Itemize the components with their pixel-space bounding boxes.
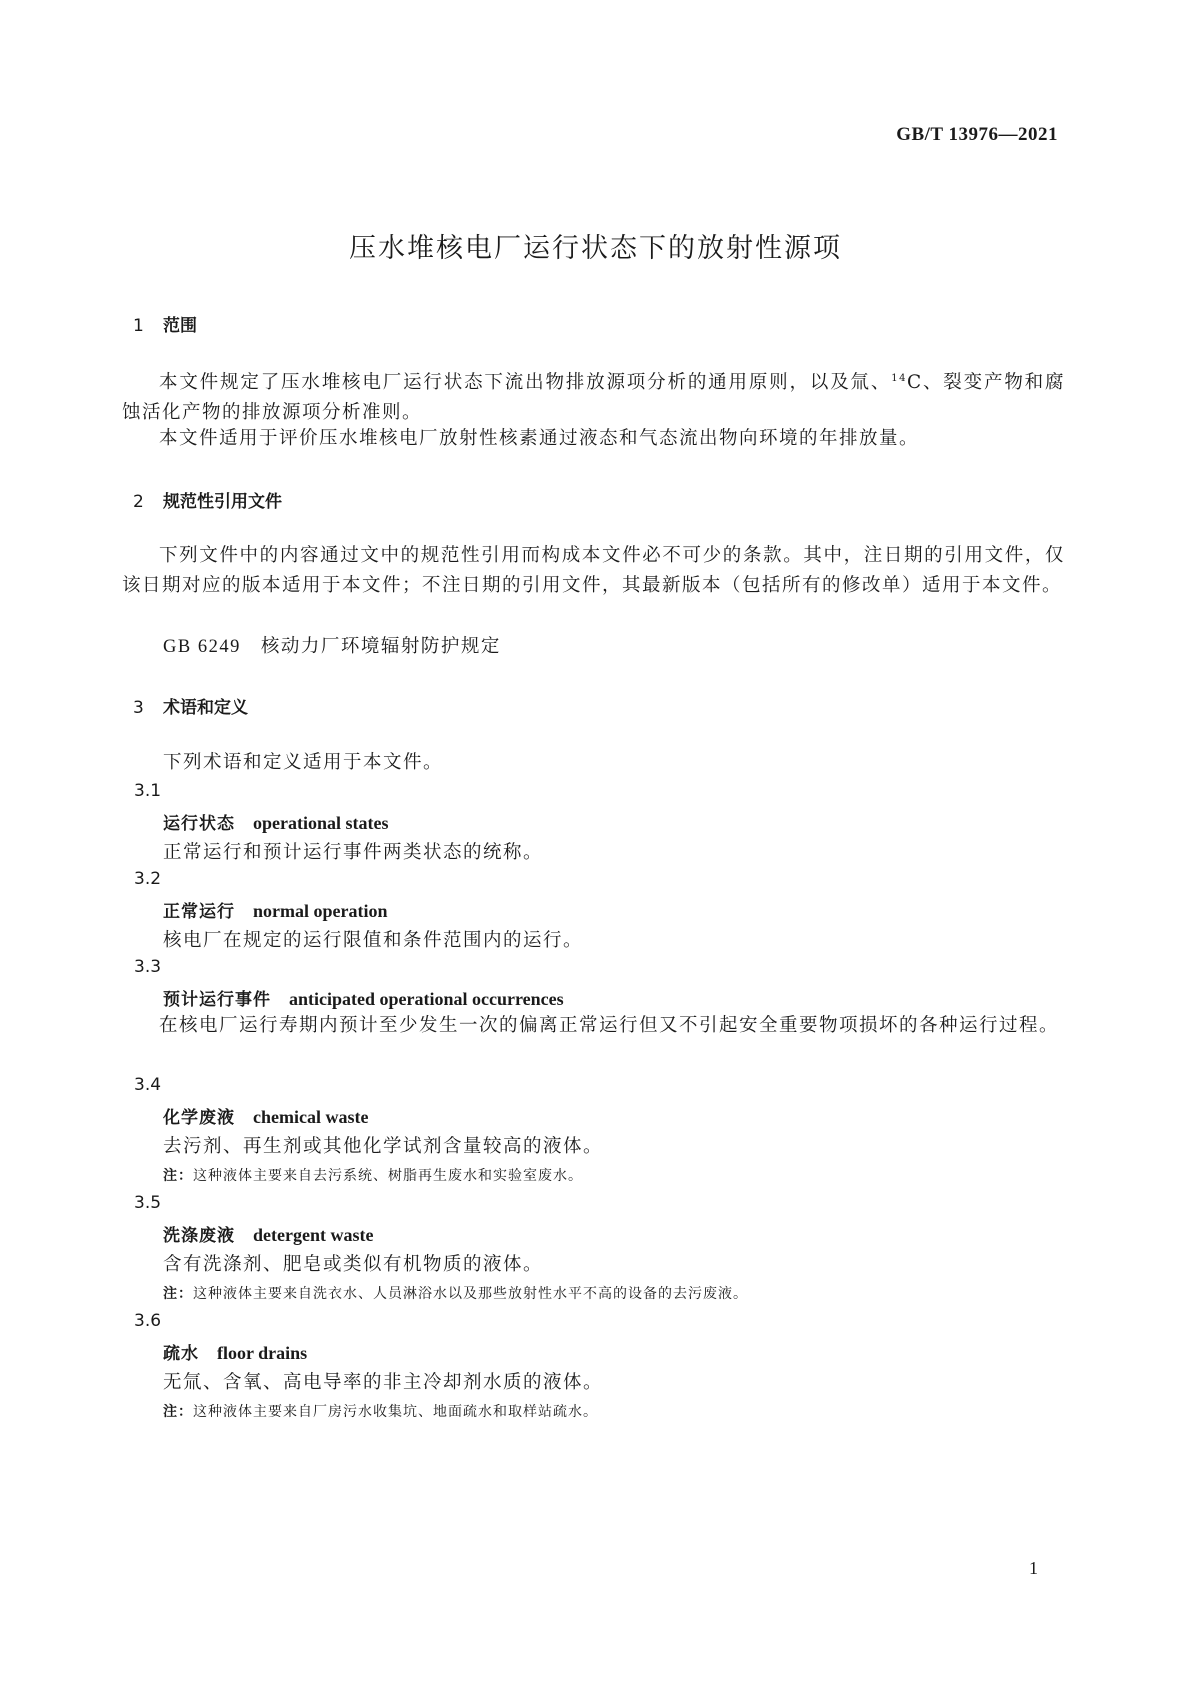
term-heading <box>163 1103 368 1128</box>
note-label: 注： <box>163 1168 193 1184</box>
section-1-paragraph-2: 本文件适用于评价压水堆核电厂放射性核素通过液态和气态流出物向环境的年排放量。 <box>159 428 920 449</box>
term-number: 3.4 <box>134 1075 162 1095</box>
term-number: 3.2 <box>134 869 162 889</box>
term-zh: 运行状态 <box>163 814 235 834</box>
term-heading <box>163 985 564 1010</box>
reference-code: GB 6249 <box>163 637 241 657</box>
term-number: 3.1 <box>134 781 162 801</box>
normative-reference <box>163 632 501 658</box>
term-definition: 核电厂在规定的运行限值和条件范围内的运行。 <box>163 930 584 951</box>
section-number: 1 <box>133 316 144 336</box>
section-3-heading <box>133 693 248 718</box>
term-en: detergent waste <box>253 1225 374 1245</box>
term-definition: 含有洗涤剂、肥皂或类似有机物质的液体。 <box>163 1254 544 1275</box>
term-definition: 正常运行和预计运行事件两类状态的统称。 <box>163 842 544 863</box>
term-number: 3.3 <box>134 957 162 977</box>
term-zh: 正常运行 <box>163 902 235 922</box>
note-label: 注： <box>163 1286 193 1302</box>
term-heading <box>163 1339 307 1364</box>
reference-title: 核动力厂环境辐射防护规定 <box>260 636 501 657</box>
page-number: 1 <box>1029 1558 1038 1578</box>
term-note: 注：这种液体主要来自去污系统、树脂再生废水和实验室废水。 <box>163 1168 583 1184</box>
term-en: chemical waste <box>253 1107 369 1127</box>
section-title: 规范性引用文件 <box>163 492 282 512</box>
term-zh: 预计运行事件 <box>163 990 271 1010</box>
term-heading <box>163 1221 373 1246</box>
document-title: 压水堆核电厂运行状态下的放射性源项 <box>349 233 842 264</box>
section-2-heading <box>133 487 282 512</box>
term-definition: 在核电厂运行寿期内预计至少发生一次的偏离正常运行但又不引起安全重要物项损坏的各种运行过程。 <box>159 1015 1060 1036</box>
term-definition: 无氚、含氧、高电导率的非主冷却剂水质的液体。 <box>163 1372 604 1393</box>
isotope-superscript: 14 <box>891 373 907 384</box>
term-en: floor drains <box>217 1343 308 1363</box>
section-number: 3 <box>133 698 144 718</box>
term-en: operational states <box>253 813 389 833</box>
section-1-heading <box>133 311 197 336</box>
term-en: normal operation <box>253 901 388 921</box>
section-title: 术语和定义 <box>163 698 248 718</box>
section-3-intro: 下列术语和定义适用于本文件。 <box>163 752 444 773</box>
term-definition: 去污剂、再生剂或其他化学试剂含量较高的液体。 <box>163 1136 604 1157</box>
term-heading <box>163 809 388 834</box>
term-number: 3.6 <box>134 1311 162 1331</box>
term-en: anticipated operational occurrences <box>289 989 564 1009</box>
note-label: 注： <box>163 1404 193 1420</box>
term-note: 注：这种液体主要来自洗衣水、人员淋浴水以及那些放射性水平不高的设备的去污废液。 <box>163 1286 748 1302</box>
term-zh: 洗涤废液 <box>163 1226 235 1246</box>
term-number: 3.5 <box>134 1193 162 1213</box>
term-zh: 化学废液 <box>163 1108 235 1128</box>
section-number: 2 <box>133 492 144 512</box>
term-note: 注：这种液体主要来自厂房污水收集坑、地面疏水和取样站疏水。 <box>163 1404 598 1420</box>
standard-code: GB/T 13976—2021 <box>896 124 1058 145</box>
term-heading <box>163 897 388 922</box>
section-2-paragraph: 下列文件中的内容通过文中的规范性引用而构成本文件必不可少的条款。其中，注日期的引用文件，仅该日期对应的版本适用于本文件；不注日期的引用文件，其最新版本（包括所有的修改单）适用于本文件。 <box>122 545 1065 596</box>
term-zh: 疏水 <box>163 1344 199 1364</box>
section-title: 范围 <box>163 316 197 336</box>
section-1-paragraph-1: 本文件规定了压水堆核电厂运行状态下流出物排放源项分析的通用原则，以及氚、$^{14}$C、裂变产物和腐蚀活化产物的排放源项分析准则。 <box>122 372 1066 424</box>
